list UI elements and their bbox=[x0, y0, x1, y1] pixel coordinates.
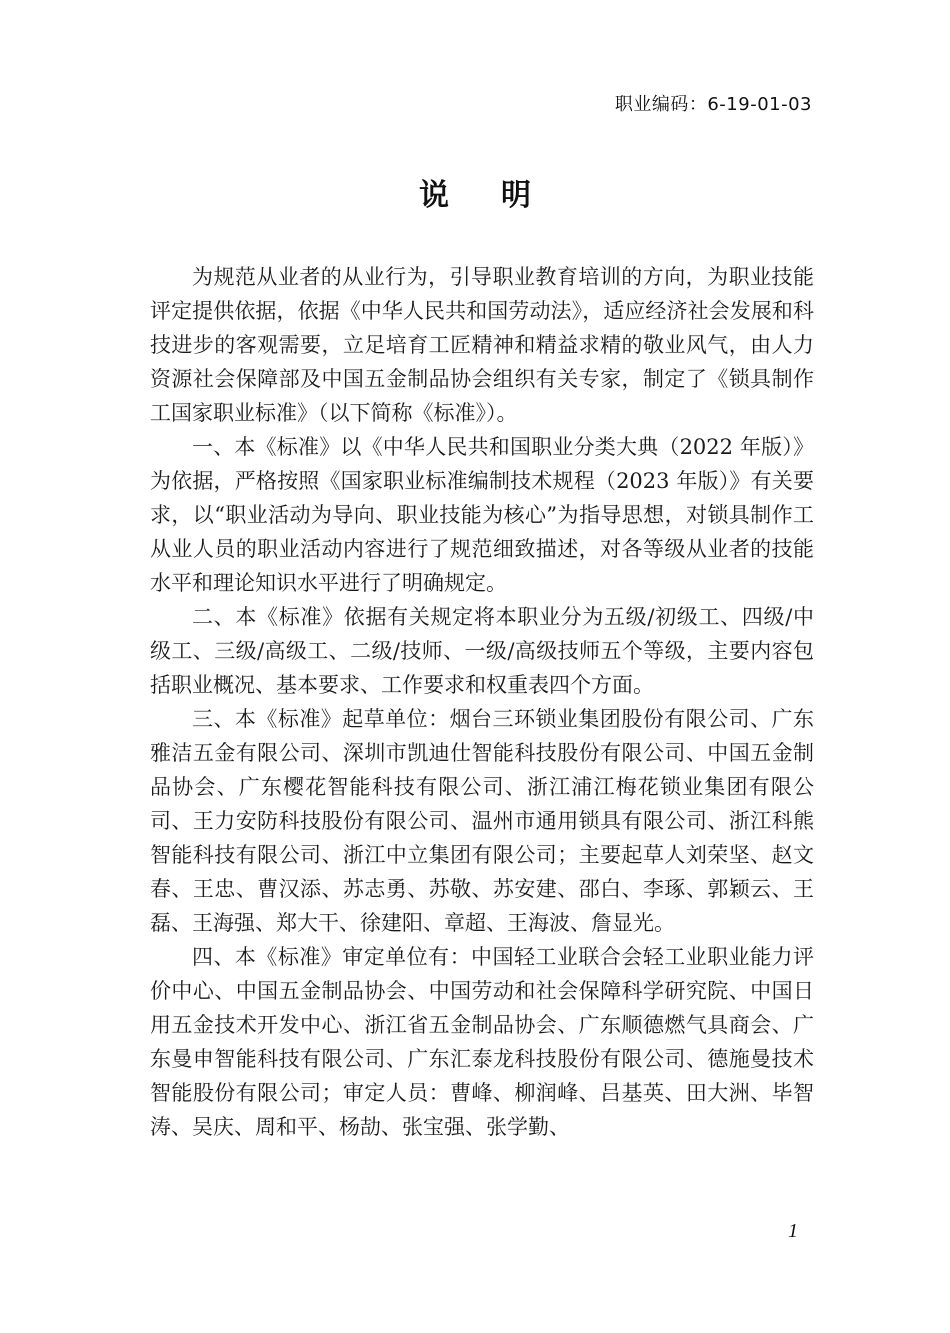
paragraph-intro: 为规范从业者的从业行为，引导职业教育培训的方向，为职业技能评定提供依据，依据《中华人民共和国劳动法》，适应经济社会发展和科技进步的客观需要，立足培育工匠精神和精益求精的敬业风气，由人力资源社会保障部及中国五金制品协会组织有关专家，制定了《锁具制作工国家职业标准》（以下简称《标准》）。 bbox=[150, 265, 814, 425]
paragraph-3: 三、本《标准》起草单位：烟台三环锁业集团股份有限公司、广东雅洁五金有限公司、深圳市凯迪仕智能科技股份有限公司、中国五金制品协会、广东樱花智能科技有限公司、浙江浦江梅花锁业集团有限公司、王力安防科技股份有限公司、温州市通用锁具有限公司、浙江科熊智能科技有限公司、浙江中立集团有限公司；主要起草人刘荣坚、赵文春、王忠、曹汉添、苏志勇、苏敬、苏安建、邵白、李琢、郭颖云、王磊、王海强、郑大干、徐建阳、章超、王海波、詹显光。 bbox=[150, 707, 814, 935]
occupation-code: 职业编码：6-19-01-03 bbox=[614, 94, 812, 115]
paragraph-2: 二、本《标准》依据有关规定将本职业分为五级/初级工、四级/中级工、三级/高级工、二级/技师、一级/高级技师五个等级，主要内容包括职业概况、基本要求、工作要求和权重表四个方面。 bbox=[150, 605, 814, 697]
paragraph-1: 一、本《标准》以《中华人民共和国职业分类大典（2022 年版）》为依据，严格按照《国家职业标准编制技术规程（2023 年版）》有关要求，以“职业活动为导向、职业技能为核心”为指导思想，对锁具制作工从业人员的职业活动内容进行了规范细致描述，对各等级从业者的技能水平和理论知识水平进行了明确规定。 bbox=[150, 435, 814, 595]
body-text bbox=[150, 260, 814, 1144]
paragraph-4: 四、本《标准》审定单位有：中国轻工业联合会轻工业职业能力评价中心、中国五金制品协会、中国劳动和社会保障科学研究院、中国日用五金技术开发中心、浙江省五金制品协会、广东顺德燃气具商会、广东曼申智能科技有限公司、广东汇泰龙科技股份有限公司、德施曼技术智能股份有限公司；审定人员：曹峰、柳润峰、吕基英、田大洲、毕智涛、吴庆、周和平、杨劼、张宝强、张学勤、 bbox=[150, 945, 814, 1139]
page-number: 1 bbox=[788, 1220, 798, 1242]
page-title: 说明 bbox=[419, 178, 583, 213]
